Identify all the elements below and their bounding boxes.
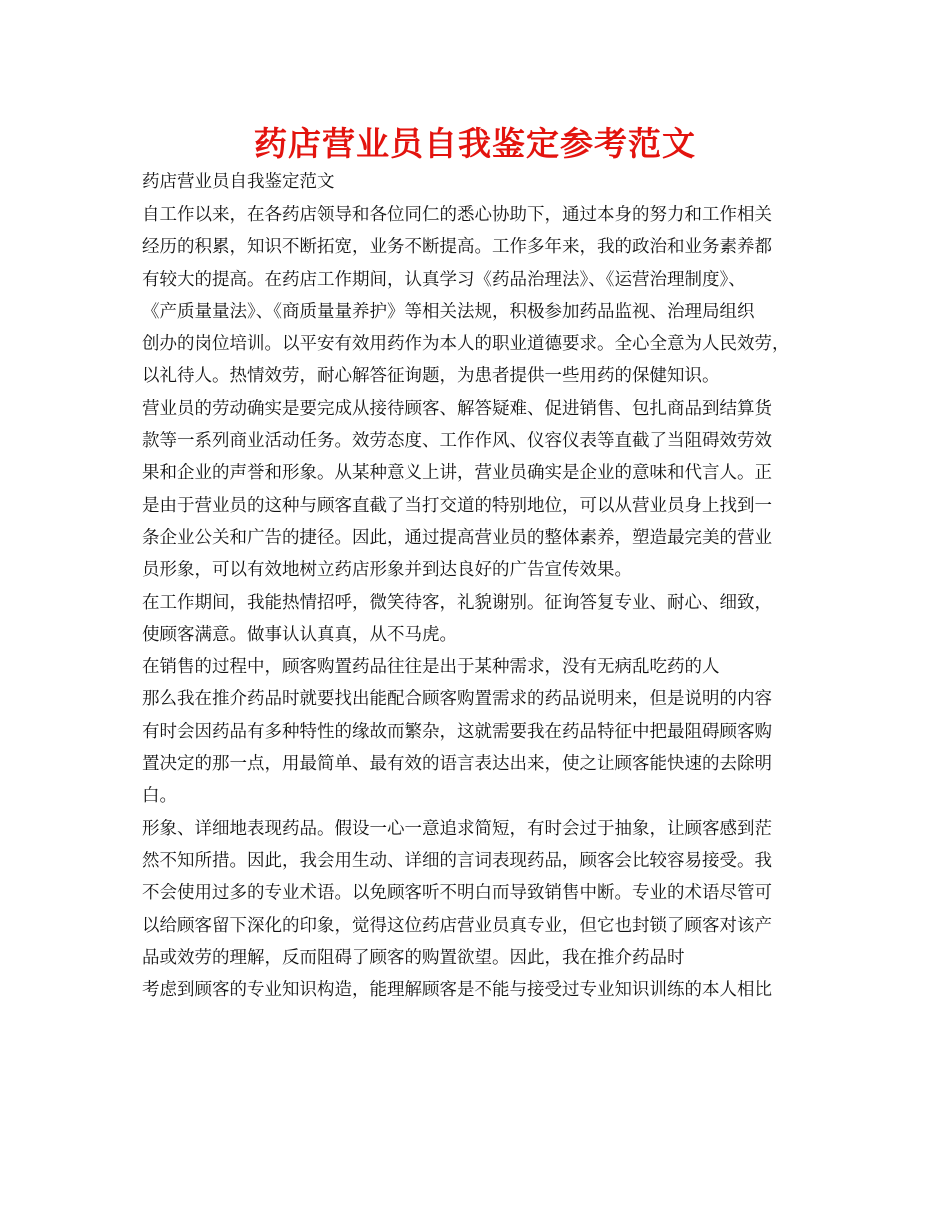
paragraph-line: 然不知所措。因此，我会用生动、详细的言词表现药品，顾客会比较容易接受。我 [142,850,772,871]
document-subtitle: 药店营业员自我鉴定范文 [142,172,335,192]
paragraph-line: 条企业公关和广告的捷径。因此，通过提高营业员的整体素养，塑造最完美的营业 [142,527,772,548]
paragraph-line: 自工作以来，在各药店领导和各位同仁的悉心协助下，通过本身的努力和工作相关 [142,205,772,225]
paragraph-line: 是由于营业员的这种与顾客直截了当打交道的特别地位，可以从营业员身上找到一 [142,495,772,516]
paragraph-line: 果和企业的声誉和形象。从某种意义上讲，营业员确实是企业的意味和代言人。正 [142,463,772,484]
paragraph-line: 以给顾客留下深化的印象，觉得这位药店营业员真专业，但它也封锁了顾客对该产 [142,915,772,936]
paragraph-line: 营业员的劳动确实是要完成从接待顾客、解答疑难、促进销售、包扎商品到结算货 [142,398,772,419]
document-body [142,170,817,1006]
paragraph-line: 不会使用过多的专业术语。以免顾客听不明白而导致销售中断。专业的术语尽管可 [142,883,772,904]
paragraph-line: 《产质量量法》、《商质量量养护》等相关法规，积极参加药品监视、治理局组织 [142,301,755,322]
paragraph-line: 品或效劳的理解，反而阻碍了顾客的购置欲望。因此，我在推介药品时 [142,947,685,968]
paragraph-line: 经历的积累，知识不断拓宽，业务不断提高。工作多年来，我的政治和业务素养都 [142,237,772,258]
paragraph-line: 以礼待人。热情效劳，耐心解答征询题，为患者提供一些用药的保健知识。 [142,366,720,387]
paragraph-line: 使顾客满意。做事认认真真，从不马虎。 [142,624,457,645]
paragraph-line: 那么我在推介药品时就要找出能配合顾客购置需求的药品说明来，但是说明的内容 [142,689,772,710]
paragraph-line: 在销售的过程中，顾客购置药品往往是出于某种需求，没有无病乱吃药的人 [142,657,720,678]
paragraph-line: 创办的岗位培训。以平安有效用药作为本人的职业道德要求。全心全意为人民效劳， [142,334,790,355]
paragraph-line: 有较大的提高。在药店工作期间，认真学习《药品治理法》、《运营治理制度》、 [142,269,746,290]
paragraph-line: 有时会因药品有多种特性的缘故而繁杂，这就需要我在药品特征中把最阻碍顾客购 [142,721,772,742]
paragraph-line: 员形象，可以有效地树立药店形象并到达良好的广告宣传效果。 [142,560,632,581]
paragraph-line: 款等一系列商业活动任务。效劳态度、工作作风、仪容仪表等直截了当阻碍效劳效 [142,431,772,452]
paragraph-line: 形象、详细地表现药品。假设一心一意追求简短，有时会过于抽象，让顾客感到茫 [142,818,772,839]
paragraph-line: 在工作期间，我能热情招呼，微笑待客，礼貌谢别。征询答复专业、耐心、细致， [142,592,772,613]
paragraph-line: 置决定的那一点，用最简单、最有效的语言表达出来，使之让顾客能快速的去除明 [142,754,772,775]
paragraph-line: 白。 [142,786,177,807]
paragraph-line: 考虑到顾客的专业知识构造，能理解顾客是不能与接受过专业知识训练的本人相比 [142,980,772,1001]
document-title: 药店营业员自我鉴定参考范文 [254,124,696,163]
